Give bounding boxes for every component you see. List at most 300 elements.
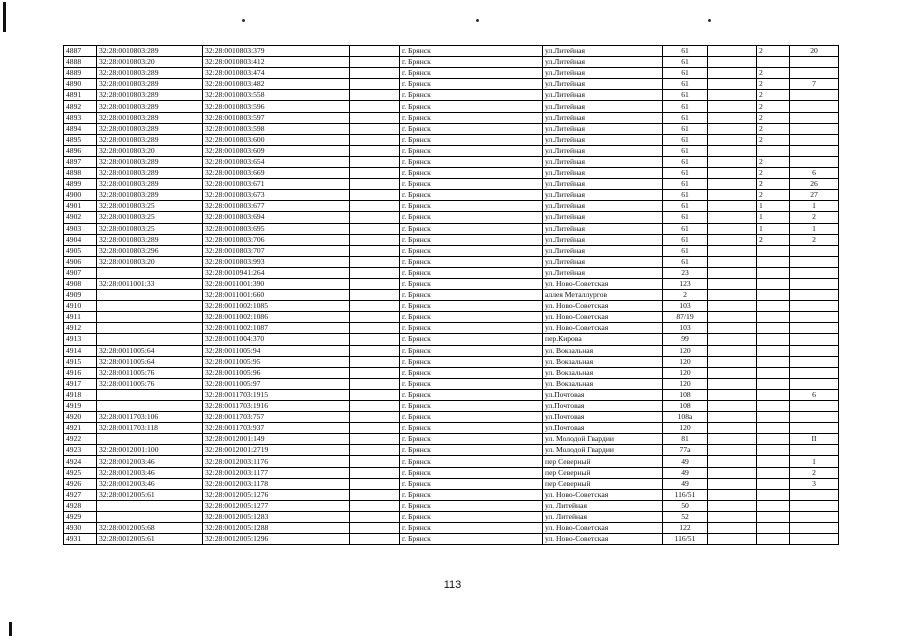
- cell-cadastral-number: 32:28:0010941:264: [203, 267, 350, 278]
- cell-street: ул. Вокзальная: [543, 367, 663, 378]
- table-row: [64, 57, 839, 68]
- cell-apartment: [790, 267, 839, 278]
- cell-entrance: 2: [757, 46, 790, 57]
- cell-street: ул.Литейная: [543, 134, 663, 145]
- cell-parent-cadastral-number: 32:28:0010803:20: [97, 145, 203, 156]
- cell-city: г. Брянск: [400, 467, 543, 478]
- cell-empty: [350, 423, 400, 434]
- cell-row-number: 4893: [64, 112, 97, 123]
- cell-parent-cadastral-number: 32:28:0010803:20: [97, 256, 203, 267]
- cell-city: г. Брянск: [400, 57, 543, 68]
- cell-entrance: [757, 456, 790, 467]
- cell-entrance: [757, 445, 790, 456]
- cell-cadastral-number: 32:28:0010803:558: [203, 90, 350, 101]
- table-row: [64, 46, 839, 57]
- cell-empty: [708, 445, 757, 456]
- cell-cadastral-number: 32:28:0012005:1277: [203, 500, 350, 511]
- cell-empty: [708, 312, 757, 323]
- cell-row-number: 4928: [64, 500, 97, 511]
- cell-city: г. Брянск: [400, 301, 543, 312]
- cell-empty: [708, 212, 757, 223]
- cell-street: ул. Литейная: [543, 500, 663, 511]
- cell-apartment: [790, 356, 839, 367]
- cell-house-number: 61: [663, 234, 708, 245]
- cell-apartment: [790, 290, 839, 301]
- cell-house-number: 61: [663, 90, 708, 101]
- cell-row-number: 4909: [64, 290, 97, 301]
- cell-entrance: 1: [757, 201, 790, 212]
- cell-cadastral-number: 32:28:0011703:1916: [203, 401, 350, 412]
- cell-row-number: 4915: [64, 356, 97, 367]
- cell-parent-cadastral-number: 32:28:0010803:289: [97, 168, 203, 179]
- cell-entrance: [757, 256, 790, 267]
- cell-entrance: [757, 245, 790, 256]
- cell-city: г. Брянск: [400, 345, 543, 356]
- cell-parent-cadastral-number: [97, 312, 203, 323]
- cell-row-number: 4903: [64, 223, 97, 234]
- table-row: [64, 123, 839, 134]
- table-row: [64, 145, 839, 156]
- cell-empty: [350, 334, 400, 345]
- cell-city: г. Брянск: [400, 68, 543, 79]
- cell-city: г. Брянск: [400, 179, 543, 190]
- table-row: [64, 456, 839, 467]
- cell-house-number: 49: [663, 467, 708, 478]
- cell-apartment: 2: [790, 234, 839, 245]
- cell-street: ул.Литейная: [543, 79, 663, 90]
- cell-empty: [708, 456, 757, 467]
- table-row: [64, 500, 839, 511]
- cell-empty: [708, 256, 757, 267]
- cell-empty: [708, 523, 757, 534]
- cell-parent-cadastral-number: 32:28:0012005:61: [97, 489, 203, 500]
- cell-house-number: 61: [663, 201, 708, 212]
- cell-street: ул.Литейная: [543, 90, 663, 101]
- cell-street: пер Северный: [543, 478, 663, 489]
- cell-cadastral-number: 32:28:0012005:1288: [203, 523, 350, 534]
- cell-street: ул.Литейная: [543, 168, 663, 179]
- cell-city: г. Брянск: [400, 212, 543, 223]
- cell-street: ул.Литейная: [543, 256, 663, 267]
- cell-entrance: 2: [757, 234, 790, 245]
- cell-empty: [350, 301, 400, 312]
- cell-cadastral-number: 32:28:0011005:94: [203, 345, 350, 356]
- cell-empty: [708, 378, 757, 389]
- cell-empty: [708, 90, 757, 101]
- cell-apartment: 27: [790, 190, 839, 201]
- scan-dot: [476, 19, 479, 22]
- cell-row-number: 4919: [64, 401, 97, 412]
- cell-street: аллея Металлургов: [543, 290, 663, 301]
- cell-parent-cadastral-number: [97, 434, 203, 445]
- cell-street: ул.Литейная: [543, 223, 663, 234]
- cell-parent-cadastral-number: 32:28:0010803:289: [97, 90, 203, 101]
- cell-entrance: 1: [757, 223, 790, 234]
- cell-apartment: [790, 301, 839, 312]
- cell-row-number: 4902: [64, 212, 97, 223]
- cell-street: ул.Литейная: [543, 156, 663, 167]
- cell-house-number: 116/51: [663, 534, 708, 545]
- cell-row-number: 4895: [64, 134, 97, 145]
- cell-cadastral-number: 32:28:0010803:609: [203, 145, 350, 156]
- cell-apartment: 1: [790, 456, 839, 467]
- cell-empty: [350, 345, 400, 356]
- cell-entrance: [757, 323, 790, 334]
- cell-cadastral-number: 32:28:0010803:596: [203, 101, 350, 112]
- cell-cadastral-number: 32:28:0010803:671: [203, 179, 350, 190]
- cell-street: ул. Ново-Советская: [543, 323, 663, 334]
- cell-parent-cadastral-number: 32:28:0012003:46: [97, 467, 203, 478]
- cell-city: г. Брянск: [400, 79, 543, 90]
- cell-empty: [350, 179, 400, 190]
- cell-empty: [708, 356, 757, 367]
- cell-parent-cadastral-number: 32:28:0010803:289: [97, 101, 203, 112]
- cell-house-number: 108а: [663, 412, 708, 423]
- table-row: [64, 534, 839, 545]
- cell-house-number: 99: [663, 334, 708, 345]
- table-row: [64, 68, 839, 79]
- cell-row-number: 4929: [64, 511, 97, 522]
- cell-entrance: 2: [757, 79, 790, 90]
- cell-empty: [708, 267, 757, 278]
- cell-entrance: [757, 356, 790, 367]
- cell-entrance: [757, 534, 790, 545]
- table-row: [64, 101, 839, 112]
- cell-street: ул. Ново-Советская: [543, 301, 663, 312]
- cell-empty: [708, 534, 757, 545]
- table-row: [64, 401, 839, 412]
- cell-row-number: 4899: [64, 179, 97, 190]
- cell-city: г. Брянск: [400, 223, 543, 234]
- cell-apartment: [790, 489, 839, 500]
- cell-street: ул. Вокзальная: [543, 345, 663, 356]
- cell-row-number: 4912: [64, 323, 97, 334]
- cell-house-number: 77а: [663, 445, 708, 456]
- table-row: [64, 256, 839, 267]
- cell-parent-cadastral-number: 32:28:0011001:33: [97, 278, 203, 289]
- cell-parent-cadastral-number: [97, 267, 203, 278]
- cell-city: г. Брянск: [400, 434, 543, 445]
- cell-empty: [708, 434, 757, 445]
- cell-city: г. Брянск: [400, 245, 543, 256]
- page-number: 113: [443, 579, 462, 591]
- cell-empty: [350, 267, 400, 278]
- table-row: [64, 378, 839, 389]
- cell-entrance: [757, 378, 790, 389]
- cell-street: ул.Почтовая: [543, 401, 663, 412]
- cell-cadastral-number: 32:28:0010803:673: [203, 190, 350, 201]
- cell-apartment: [790, 378, 839, 389]
- cell-entrance: 2: [757, 168, 790, 179]
- cell-parent-cadastral-number: [97, 323, 203, 334]
- cell-house-number: 61: [663, 57, 708, 68]
- cell-apartment: [790, 445, 839, 456]
- cell-apartment: [790, 112, 839, 123]
- cell-street: ул.Литейная: [543, 123, 663, 134]
- cell-entrance: [757, 434, 790, 445]
- cell-empty: [350, 445, 400, 456]
- cell-empty: [708, 323, 757, 334]
- cell-empty: [350, 523, 400, 534]
- cell-parent-cadastral-number: 32:28:0012005:68: [97, 523, 203, 534]
- cell-cadastral-number: 32:28:0010803:597: [203, 112, 350, 123]
- table-row: [64, 523, 839, 534]
- cell-empty: [350, 356, 400, 367]
- cell-cadastral-number: 32:28:0010803:482: [203, 79, 350, 90]
- cell-city: г. Брянск: [400, 201, 543, 212]
- cell-row-number: 4890: [64, 79, 97, 90]
- cell-city: г. Брянск: [400, 489, 543, 500]
- cell-cadastral-number: 32:28:0010803:707: [203, 245, 350, 256]
- cell-empty: [708, 334, 757, 345]
- cell-city: г. Брянск: [400, 101, 543, 112]
- cell-street: ул. Вокзальная: [543, 378, 663, 389]
- cell-cadastral-number: 32:28:0010803:600: [203, 134, 350, 145]
- cell-city: г. Брянск: [400, 145, 543, 156]
- cell-empty: [350, 212, 400, 223]
- cell-house-number: 61: [663, 223, 708, 234]
- cell-house-number: 61: [663, 179, 708, 190]
- cell-apartment: [790, 401, 839, 412]
- cell-city: г. Брянск: [400, 267, 543, 278]
- cell-row-number: 4891: [64, 90, 97, 101]
- cell-empty: [708, 511, 757, 522]
- cell-row-number: 4924: [64, 456, 97, 467]
- cell-entrance: [757, 478, 790, 489]
- cell-empty: [350, 511, 400, 522]
- table-row: [64, 90, 839, 101]
- cell-parent-cadastral-number: [97, 389, 203, 400]
- table-row: [64, 212, 839, 223]
- cell-cadastral-number: 32:28:0011004:370: [203, 334, 350, 345]
- cell-empty: [350, 389, 400, 400]
- cell-parent-cadastral-number: 32:28:0011005:64: [97, 345, 203, 356]
- cell-entrance: 1: [757, 212, 790, 223]
- table-row: [64, 478, 839, 489]
- cell-empty: [708, 101, 757, 112]
- cell-city: г. Брянск: [400, 412, 543, 423]
- cell-row-number: 4921: [64, 423, 97, 434]
- cell-entrance: [757, 312, 790, 323]
- cell-house-number: 52: [663, 511, 708, 522]
- table-row: [64, 267, 839, 278]
- cell-row-number: 4905: [64, 245, 97, 256]
- cell-empty: [708, 156, 757, 167]
- cell-empty: [350, 46, 400, 57]
- cell-empty: [708, 190, 757, 201]
- cell-empty: [708, 168, 757, 179]
- cell-row-number: 4887: [64, 46, 97, 57]
- cell-entrance: 2: [757, 123, 790, 134]
- cell-entrance: [757, 301, 790, 312]
- cell-city: г. Брянск: [400, 156, 543, 167]
- table-row: [64, 179, 839, 190]
- cell-house-number: 61: [663, 156, 708, 167]
- cell-house-number: 61: [663, 101, 708, 112]
- cell-street: ул.Почтовая: [543, 389, 663, 400]
- cell-house-number: 61: [663, 168, 708, 179]
- cell-city: г. Брянск: [400, 367, 543, 378]
- cell-apartment: [790, 367, 839, 378]
- cell-apartment: [790, 101, 839, 112]
- cell-cadastral-number: 32:28:0011002:1087: [203, 323, 350, 334]
- cell-house-number: 61: [663, 145, 708, 156]
- cell-street: ул.Литейная: [543, 101, 663, 112]
- cell-cadastral-number: 32:28:0011001:390: [203, 278, 350, 289]
- cell-house-number: 103: [663, 323, 708, 334]
- cell-house-number: 61: [663, 123, 708, 134]
- scan-dot: [708, 19, 711, 22]
- scan-edge-mark-top: [3, 2, 6, 32]
- cell-empty: [708, 478, 757, 489]
- cell-empty: [350, 401, 400, 412]
- cell-empty: [350, 201, 400, 212]
- scan-edge-mark-bottom: [9, 622, 12, 636]
- cell-house-number: 61: [663, 212, 708, 223]
- cell-apartment: 20: [790, 46, 839, 57]
- cell-house-number: 49: [663, 478, 708, 489]
- cell-empty: [708, 57, 757, 68]
- cell-entrance: [757, 389, 790, 400]
- cell-empty: [350, 79, 400, 90]
- cell-entrance: 2: [757, 101, 790, 112]
- cell-apartment: 2: [790, 212, 839, 223]
- cell-row-number: 4916: [64, 367, 97, 378]
- cell-parent-cadastral-number: [97, 301, 203, 312]
- cell-apartment: II: [790, 434, 839, 445]
- cell-empty: [350, 234, 400, 245]
- cell-apartment: [790, 412, 839, 423]
- cell-apartment: [790, 245, 839, 256]
- cell-street: ул. Ново-Советская: [543, 278, 663, 289]
- cell-apartment: 6: [790, 168, 839, 179]
- cell-empty: [350, 90, 400, 101]
- cell-city: г. Брянск: [400, 168, 543, 179]
- table-row: [64, 245, 839, 256]
- cell-apartment: 7: [790, 79, 839, 90]
- cell-house-number: 108: [663, 389, 708, 400]
- cell-cadastral-number: 32:28:0011002:1085: [203, 301, 350, 312]
- cell-row-number: 4906: [64, 256, 97, 267]
- cell-entrance: [757, 401, 790, 412]
- cell-house-number: 120: [663, 423, 708, 434]
- cell-cadastral-number: 32:28:0011005:95: [203, 356, 350, 367]
- cell-apartment: 3: [790, 478, 839, 489]
- cell-cadastral-number: 32:28:0010803:654: [203, 156, 350, 167]
- registry-table-body: [64, 46, 839, 545]
- cell-row-number: 4922: [64, 434, 97, 445]
- cell-cadastral-number: 32:28:0012001:149: [203, 434, 350, 445]
- cell-apartment: 26: [790, 179, 839, 190]
- cell-cadastral-number: 32:28:0012005:1276: [203, 489, 350, 500]
- cell-city: г. Брянск: [400, 511, 543, 522]
- cell-city: г. Брянск: [400, 278, 543, 289]
- cell-empty: [708, 201, 757, 212]
- cell-parent-cadastral-number: 32:28:0010803:25: [97, 201, 203, 212]
- cell-cadastral-number: 32:28:0012003:1176: [203, 456, 350, 467]
- cell-entrance: 2: [757, 179, 790, 190]
- cell-empty: [708, 489, 757, 500]
- table-row: [64, 234, 839, 245]
- cell-house-number: 81: [663, 434, 708, 445]
- cell-street: ул.Литейная: [543, 212, 663, 223]
- cell-apartment: [790, 334, 839, 345]
- table-row: [64, 168, 839, 179]
- cell-parent-cadastral-number: 32:28:0010803:289: [97, 190, 203, 201]
- cell-city: г. Брянск: [400, 534, 543, 545]
- table-row: [64, 301, 839, 312]
- cell-cadastral-number: 32:28:0011001:660: [203, 290, 350, 301]
- cell-house-number: 108: [663, 401, 708, 412]
- table-row: [64, 323, 839, 334]
- cell-apartment: 6: [790, 389, 839, 400]
- cell-cadastral-number: 32:28:0012001:2719: [203, 445, 350, 456]
- cell-row-number: 4897: [64, 156, 97, 167]
- cell-parent-cadastral-number: [97, 290, 203, 301]
- table-row: [64, 511, 839, 522]
- cell-house-number: 61: [663, 79, 708, 90]
- cell-cadastral-number: 32:28:0011002:1086: [203, 312, 350, 323]
- table-row: [64, 356, 839, 367]
- cell-row-number: 4930: [64, 523, 97, 534]
- cell-parent-cadastral-number: [97, 500, 203, 511]
- cell-empty: [708, 301, 757, 312]
- cell-parent-cadastral-number: 32:28:0011005:64: [97, 356, 203, 367]
- cell-entrance: [757, 267, 790, 278]
- cell-empty: [350, 489, 400, 500]
- cell-empty: [350, 156, 400, 167]
- table-row: [64, 445, 839, 456]
- cell-city: г. Брянск: [400, 323, 543, 334]
- cell-cadastral-number: 32:28:0011703:1915: [203, 389, 350, 400]
- table-row: [64, 389, 839, 400]
- cell-street: ул.Литейная: [543, 145, 663, 156]
- cell-row-number: 4904: [64, 234, 97, 245]
- cell-empty: [708, 401, 757, 412]
- cell-empty: [350, 412, 400, 423]
- cell-apartment: [790, 534, 839, 545]
- cell-row-number: 4908: [64, 278, 97, 289]
- cell-entrance: [757, 412, 790, 423]
- cell-row-number: 4918: [64, 389, 97, 400]
- cell-parent-cadastral-number: 32:28:0010803:289: [97, 234, 203, 245]
- cell-apartment: [790, 423, 839, 434]
- cell-parent-cadastral-number: 32:28:0010803:289: [97, 68, 203, 79]
- cell-house-number: 23: [663, 267, 708, 278]
- cell-empty: [708, 46, 757, 57]
- cell-entrance: 2: [757, 68, 790, 79]
- cell-street: ул. Молодой Гвардии: [543, 434, 663, 445]
- cell-cadastral-number: 32:28:0010803:412: [203, 57, 350, 68]
- cell-empty: [350, 190, 400, 201]
- cell-row-number: 4911: [64, 312, 97, 323]
- cell-apartment: 1: [790, 201, 839, 212]
- cell-empty: [708, 179, 757, 190]
- cell-row-number: 4888: [64, 57, 97, 68]
- cell-city: г. Брянск: [400, 134, 543, 145]
- cell-city: г. Брянск: [400, 523, 543, 534]
- cell-parent-cadastral-number: [97, 511, 203, 522]
- cell-street: пер Северный: [543, 456, 663, 467]
- cell-city: г. Брянск: [400, 478, 543, 489]
- cell-empty: [708, 79, 757, 90]
- cell-empty: [350, 367, 400, 378]
- cell-parent-cadastral-number: 32:28:0010803:20: [97, 57, 203, 68]
- cell-entrance: [757, 523, 790, 534]
- table-row: [64, 190, 839, 201]
- cell-cadastral-number: 32:28:0010803:677: [203, 201, 350, 212]
- cell-house-number: 61: [663, 245, 708, 256]
